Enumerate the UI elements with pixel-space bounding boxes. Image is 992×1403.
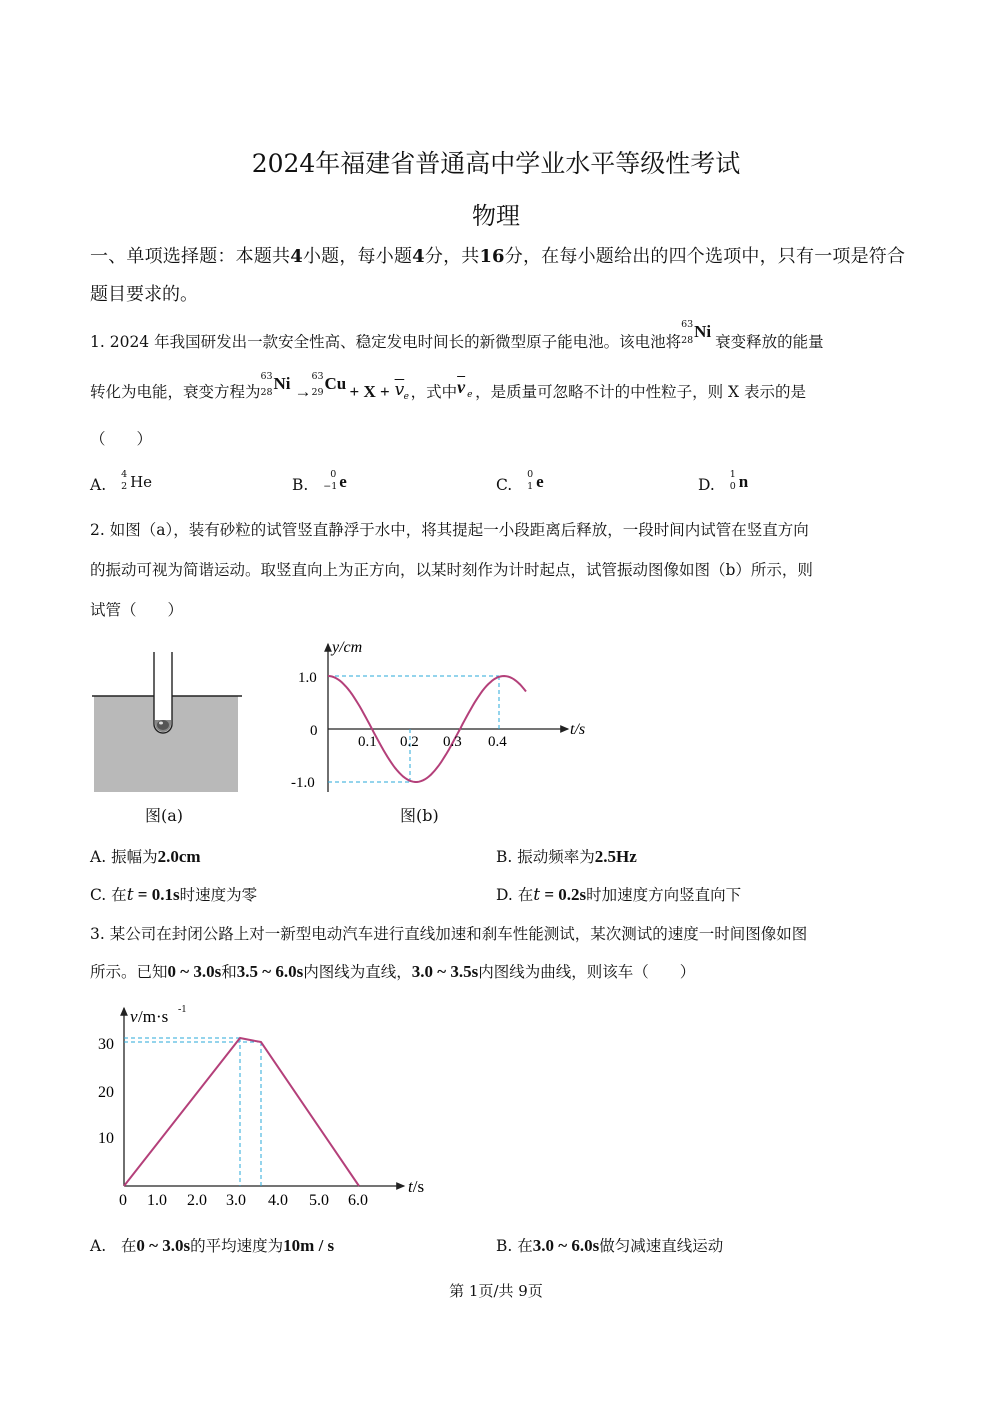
- t-tick-6: 6.0: [348, 1192, 368, 1209]
- neutrino-symbol-2: $\overline{v}$ e: [457, 377, 473, 400]
- v-tick-10: 10: [98, 1130, 114, 1147]
- q2-option-a[interactable]: A. 振幅为2.0cm: [90, 847, 201, 866]
- figure-a-test-tube: [88, 648, 248, 798]
- q3-line1: 3. 某公司在封闭公路上对一新型电动汽车进行直线加速和刹车性能测试，某次测试的速度一时间图像如图: [90, 925, 808, 943]
- x-tick-0.3: 0.3: [443, 734, 462, 750]
- t-tick-5: 5.0: [309, 1192, 329, 1209]
- t-tick-4: 4.0: [268, 1192, 288, 1209]
- q3-line2: 所示。已知0 ~ 3.0s和3.5 ~ 6.0s内图线为直线，3.0 ~ 3.5s内图线为曲线，则该车（ ）: [90, 962, 696, 981]
- t-axis-label: t/s: [408, 1177, 425, 1196]
- v-axis-unit: /m·s: [138, 1007, 169, 1026]
- v-tick-30: 30: [98, 1036, 114, 1053]
- subject-title: 物理: [472, 202, 520, 230]
- q1-line1: 1. 2024 年我国研发出一款安全性高、稳定发电时间长的新微型原子能电池。该电池将 63 28 Ni 衰变释放的能量: [90, 319, 824, 351]
- t-tick-3: 3.0: [226, 1192, 246, 1209]
- v-axis-unit-sup: -1: [178, 1004, 187, 1015]
- v-tick-20: 20: [98, 1084, 114, 1101]
- section-heading: 一、单项选择题：本题共4小题，每小题4分，共16分，在每小题给出的四个选项中，只有一项是符合题目要求的。: [90, 246, 906, 305]
- y-tick-1: 1.0: [298, 670, 317, 686]
- q2-line1: 2. 如图（a），装有砂粒的试管竖直静浮于水中，将其提起一小段距离后释放，一段时间内试管在竖直方向: [90, 521, 809, 539]
- q2-option-b[interactable]: B. 振动频率为2.5Hz: [496, 847, 637, 866]
- t-tick-0: 0: [119, 1192, 127, 1209]
- cu-nuclide: 63 29 Cu: [311, 371, 347, 398]
- t-tick-1: 1.0: [147, 1192, 167, 1209]
- q1-option-b[interactable]: B. 0 −1 e: [292, 469, 347, 494]
- q1-line2: 转化为电能，衰变方程为 63 28 Ni → 63 29 Cu + X + $\overline{v}$ e ，式中 $\overline{v}$ e ，是质量可忽略不计的中性粒子，则 X 表示的是: [90, 371, 807, 402]
- neutrino-symbol: $\overline{v}$ e: [394, 380, 409, 402]
- v-axis-label: v: [130, 1007, 138, 1026]
- y-axis-label: y/cm: [332, 639, 363, 656]
- t-tick-2: 2.0: [187, 1192, 207, 1209]
- q3-option-b[interactable]: B. 在3.0 ~ 6.0s做匀减速直线运动: [496, 1236, 724, 1255]
- figure-b-graph: [290, 634, 600, 796]
- q2-line3: 试管（ ）: [90, 601, 184, 619]
- ni-nuclide-eq: 63 28 Ni: [260, 371, 291, 398]
- q1-paren: （ ）: [90, 430, 153, 448]
- y-tick-0: 0: [310, 723, 318, 739]
- x-tick-0.4: 0.4: [488, 734, 507, 750]
- q2-option-c[interactable]: C. 在t = 0.1s时速度为零: [90, 885, 258, 905]
- velocity-curve: [124, 1038, 359, 1186]
- ni-nuclide: 63 28 Ni: [681, 319, 712, 346]
- x-tick-0.2: 0.2: [400, 734, 419, 750]
- x-tick-0.1: 0.1: [358, 734, 377, 750]
- page-footer: 第 1页/共 9页: [449, 1282, 543, 1300]
- q1-option-a[interactable]: A. 4 2 He: [90, 469, 153, 494]
- q1-option-c[interactable]: C. 0 1 e: [496, 469, 544, 494]
- y-tick-neg1: -1.0: [291, 775, 315, 791]
- figure-a-caption: 图(a): [145, 806, 184, 825]
- q2-line2: 的振动可视为简谐运动。取竖直向上为正方向，以某时刻作为计时起点，试管振动图像如图（b）所示，则: [90, 561, 813, 579]
- q1-option-d[interactable]: D. 1 0 n: [698, 469, 749, 494]
- q3-option-a[interactable]: A. 在0 ~ 3.0s的平均速度为10m / s: [90, 1236, 335, 1255]
- figure-b-caption: 图(b): [400, 806, 439, 825]
- exam-title: 2024年福建省普通高中学业水平等级性考试: [251, 149, 741, 178]
- x-axis-label: t/s: [570, 721, 586, 738]
- q2-option-d[interactable]: D. 在t = 0.2s时加速度方向竖直向下: [496, 885, 742, 905]
- figure-vt-graph: [90, 1000, 440, 1215]
